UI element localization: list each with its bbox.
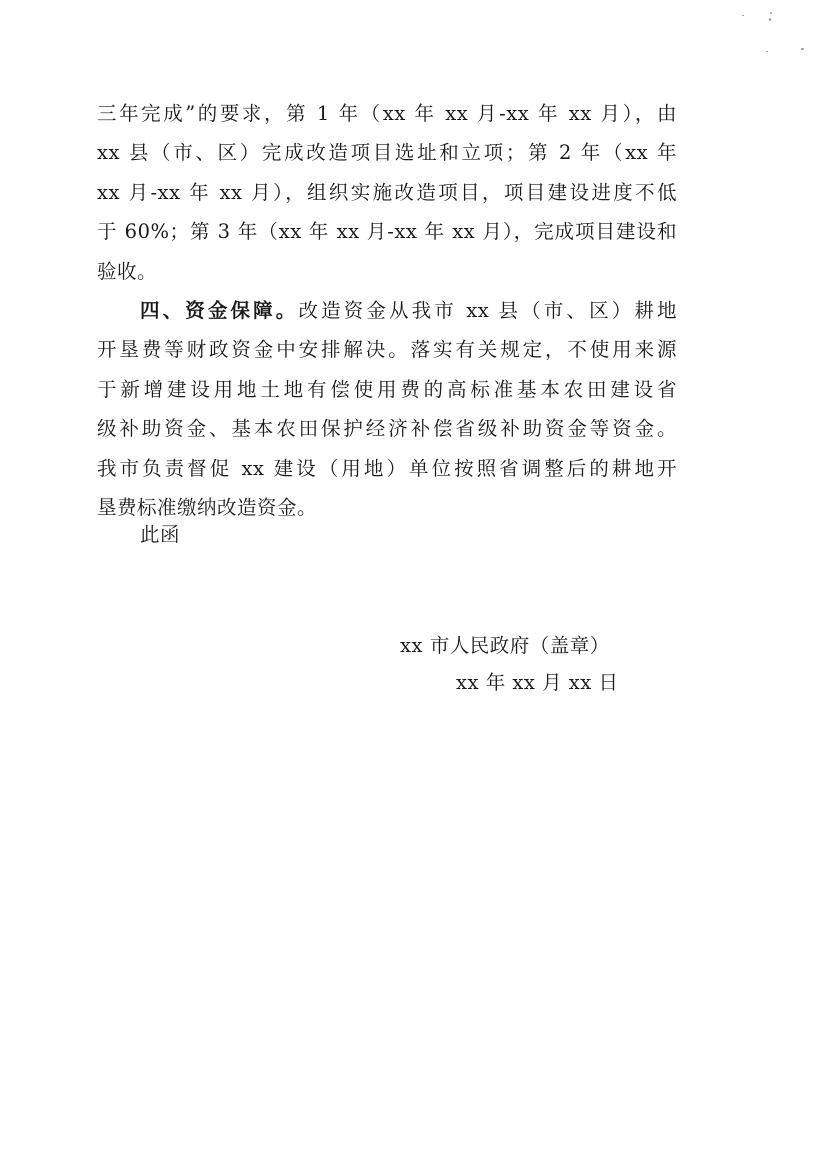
paragraph-line: 验收。 — [97, 259, 158, 283]
paragraph-funding — [97, 291, 677, 527]
scan-speck — [742, 15, 744, 16]
issue-date: xx 年 xx 月 xx 日 — [456, 671, 619, 694]
paragraph-text: 改造资金从我市 xx 县（市、区）耕地 — [298, 298, 677, 322]
closing-remark: 此函 — [140, 523, 181, 546]
signature-block — [400, 627, 618, 701]
paragraph-schedule — [97, 94, 677, 291]
scan-speck — [801, 48, 804, 50]
section-heading: 四、资金保障。 — [140, 298, 299, 322]
paragraph-line: xx 县（市、区）完成改造项目选址和立项；第 2 年（xx 年 — [97, 141, 677, 165]
paragraph-line: 于 60%；第 3 年（xx 年 xx 月-xx 年 xx 月），完成项目建设和 — [97, 220, 677, 244]
scan-speck — [770, 12, 772, 14]
scan-speck — [769, 18, 771, 21]
scan-speck — [766, 51, 768, 52]
paragraph-line — [97, 291, 677, 330]
paragraph-line: xx 月-xx 年 xx 月），组织实施改造项目，项目建设进度不低 — [97, 180, 677, 204]
paragraph-line: 于新增建设用地土地有偿使用费的高标准基本农田建设省 — [97, 377, 677, 401]
paragraph-line: 垦费标准缴纳改造资金。 — [97, 495, 318, 519]
paragraph-line: 级补助资金、基本农田保护经济补偿省级补助资金等资金。 — [97, 417, 677, 441]
paragraph-line: 开垦费等财政资金中安排解决。落实有关规定，不使用来源 — [97, 338, 677, 362]
paragraph-line: 三年完成”的要求，第 1 年（xx 年 xx 月-xx 年 xx 月），由 — [97, 102, 677, 125]
document-body — [97, 94, 677, 527]
paragraph-line: 我市负责督促 xx 建设（用地）单位按照省调整后的耕地开 — [97, 456, 677, 480]
issuer-name: xx 市人民政府（盖章） — [400, 634, 610, 657]
